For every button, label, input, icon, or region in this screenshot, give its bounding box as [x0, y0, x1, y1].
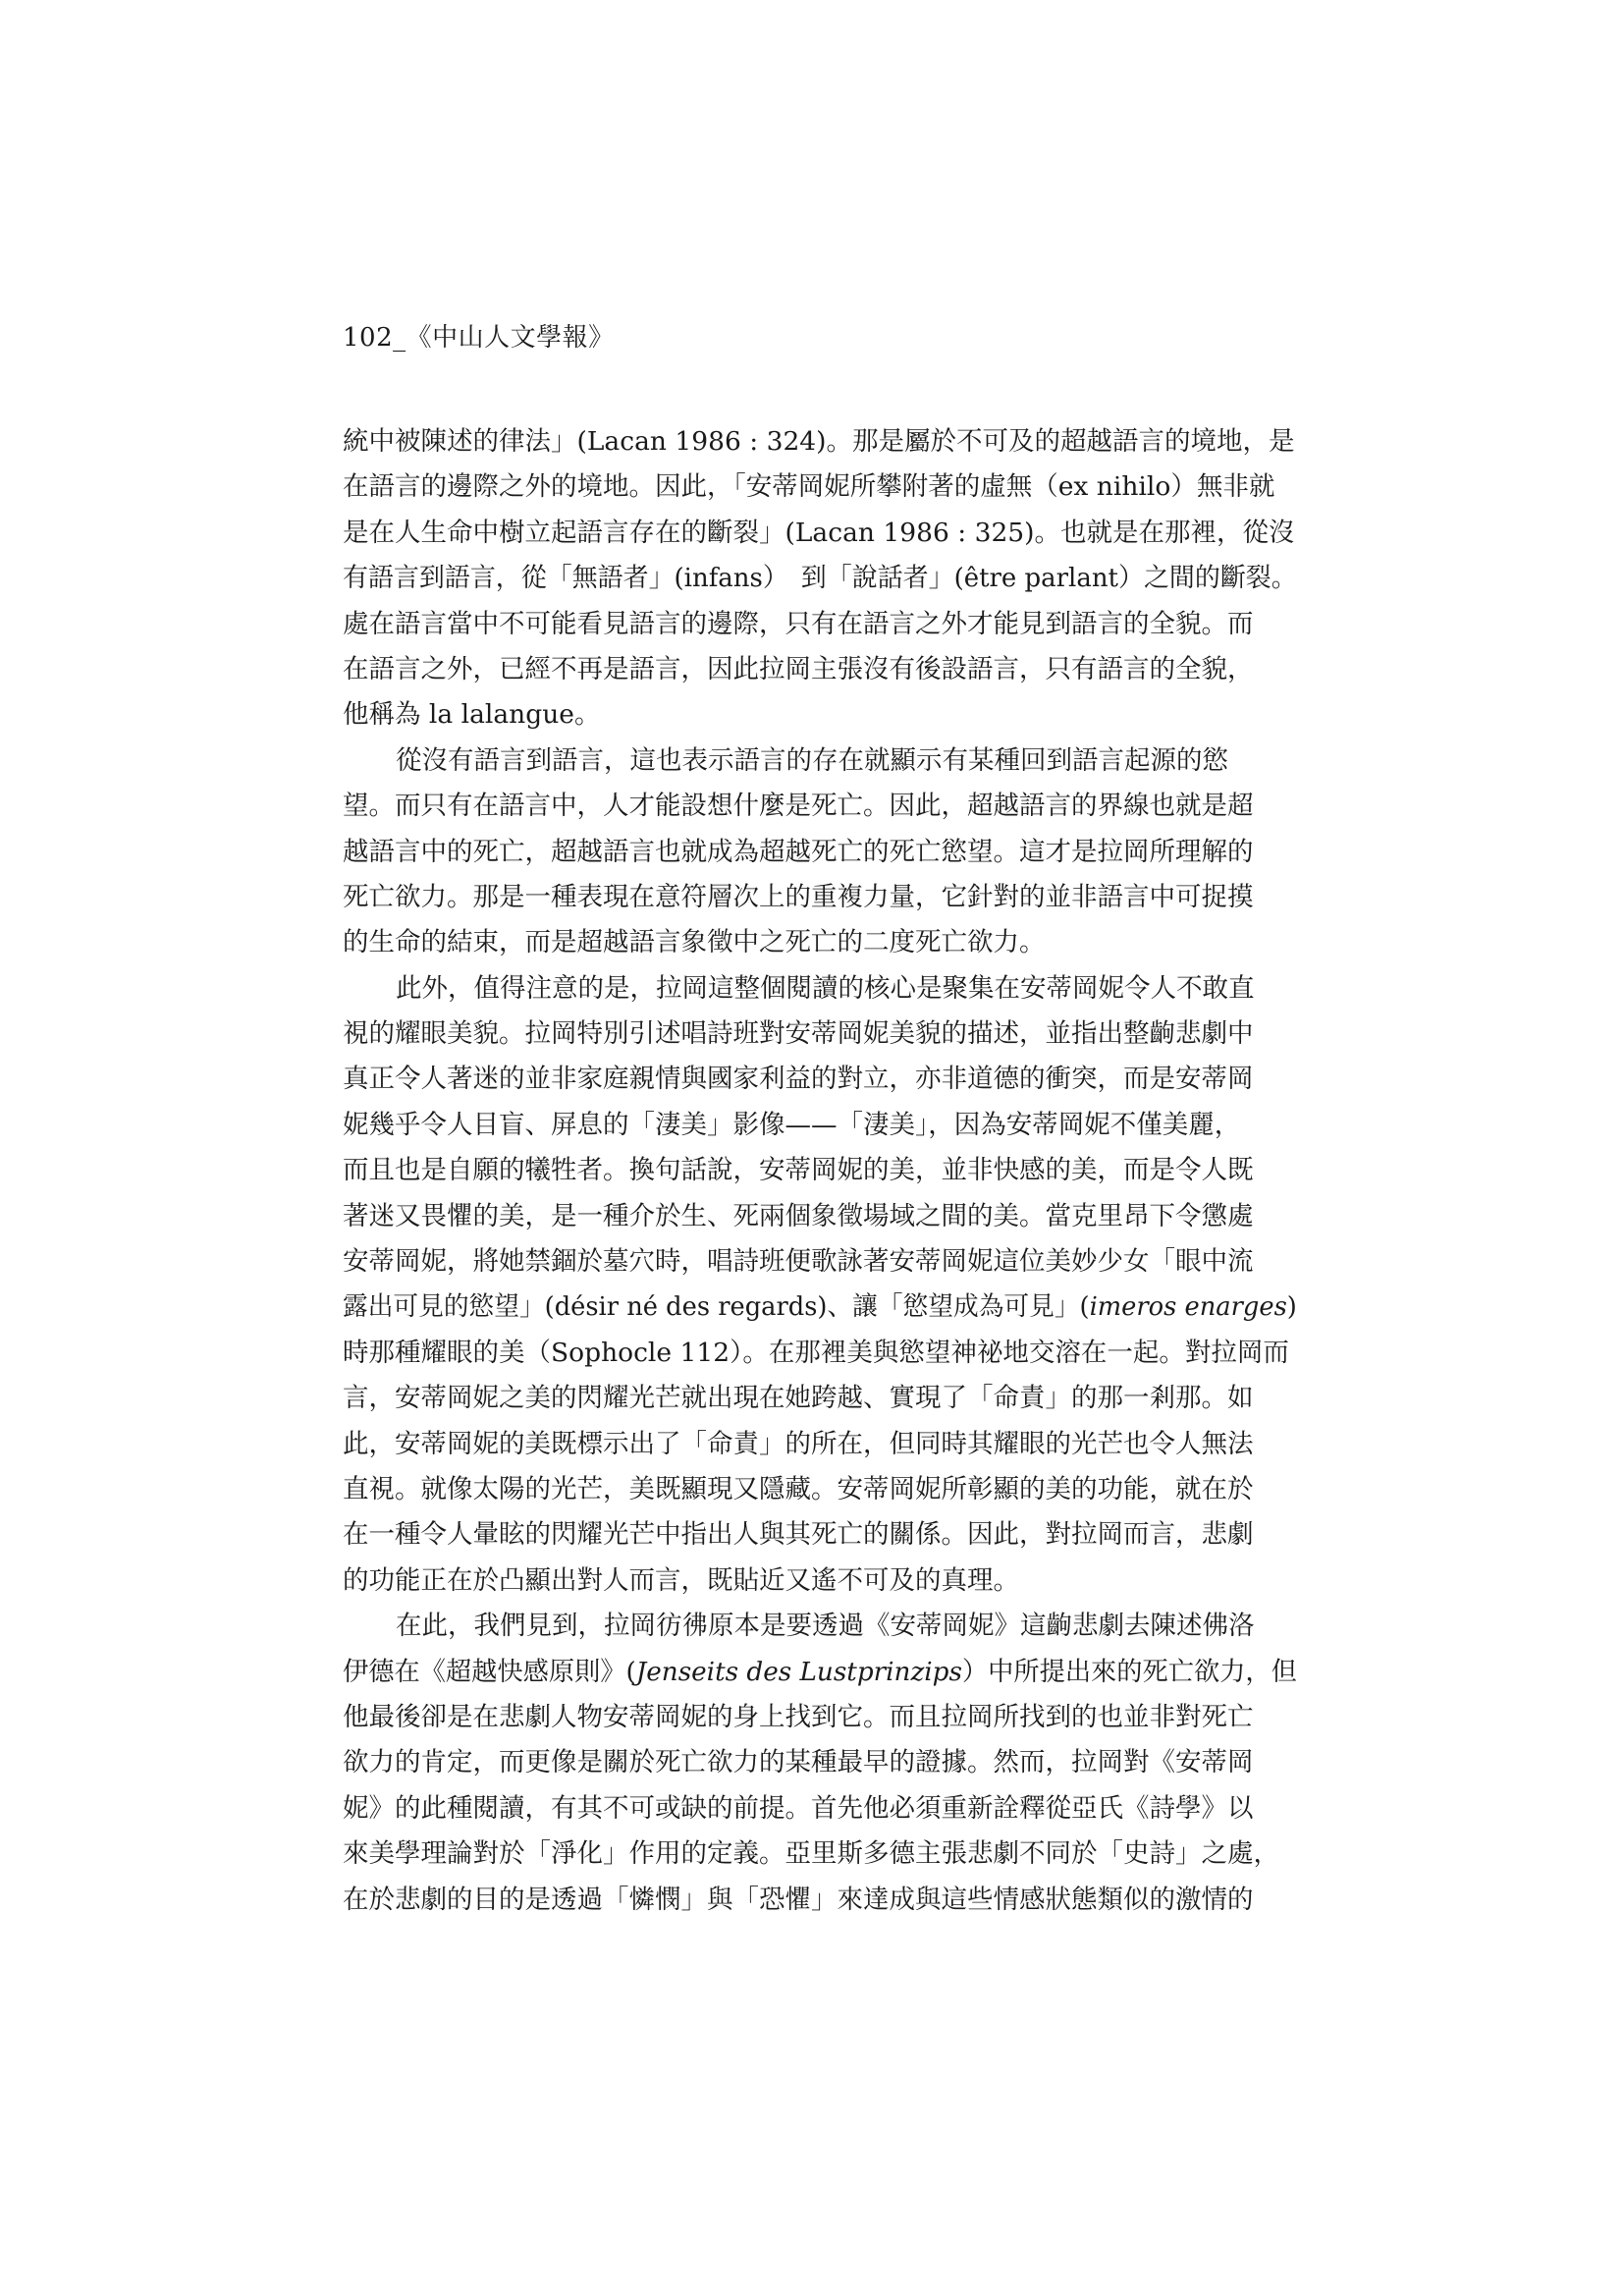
text-line — [343, 1512, 1297, 1558]
text-segment: 安蒂岡妮，將她禁錮於墓穴時，唱詩班便歌詠著安蒂岡妮這位美妙少女「眼中流 — [343, 1246, 1254, 1278]
text-segment: 是在人生命中樹立起語言存在的斷裂」(Lacan 1986 : 325)。也就是在那裡，從沒 — [343, 517, 1295, 548]
text-line — [343, 784, 1297, 829]
text-segment: 的功能正在於凸顯出對人而言，既貼近又遙不可及的真理。 — [343, 1564, 1019, 1596]
text-line — [343, 647, 1297, 692]
text-line — [343, 465, 1297, 510]
text-line — [343, 966, 1297, 1011]
text-segment: 直視。就像太陽的光芒，美既顯現又隱藏。安蒂岡妮所彰顯的美的功能，就在於 — [343, 1473, 1254, 1504]
text-segment: 統中被陳述的律法」(Lacan 1986 : 324)。那是屬於不可及的超越語言的境地，是 — [343, 426, 1295, 457]
text-segment: 有語言到語言，從「無語者」(infans） 到「說話者」(être parlant）之間的斷裂。 — [343, 563, 1297, 594]
body-text — [343, 419, 1297, 1923]
text-segment: 視的耀眼美貌。拉岡特別引述唱詩班對安蒂岡妮美貌的描述，並指出整齣悲劇中 — [343, 1018, 1254, 1050]
text-line — [343, 1604, 1297, 1649]
text-segment: 望。而只有在語言中，人才能設想什麼是死亡。因此，超越語言的界線也就是超 — [343, 791, 1254, 822]
text-line — [343, 1011, 1297, 1057]
text-segment: 而且也是自願的犧牲者。換句話說，安蒂岡妮的美，並非快感的美，而是令人既 — [343, 1155, 1254, 1186]
text-segment: 的生命的結束，而是超越語言象徵中之死亡的二度死亡欲力。 — [343, 927, 1046, 958]
text-line — [343, 602, 1297, 647]
text-line — [343, 1831, 1297, 1877]
text-line — [343, 1422, 1297, 1467]
text-line — [343, 1331, 1297, 1376]
text-segment: 露出可見的慾望」(désir né des regards)、讓「慾望成為可見」( — [343, 1291, 1090, 1323]
text-line — [343, 1376, 1297, 1421]
text-segment: 他最後卻是在悲劇人物安蒂岡妮的身上找到它。而且拉岡所找到的也並非對死亡 — [343, 1701, 1254, 1732]
text-line — [343, 1148, 1297, 1193]
text-line — [343, 1467, 1297, 1512]
text-line — [343, 1740, 1297, 1785]
text-line — [343, 419, 1297, 465]
text-line — [343, 875, 1297, 920]
italic-title: Jenseits des Lustprinzips — [635, 1656, 962, 1687]
text-segment: 死亡欲力。那是一種表現在意符層次上的重複力量，它針對的並非語言中可捉摸 — [343, 881, 1254, 912]
text-line — [343, 738, 1297, 784]
text-segment: 在一種令人暈眩的閃耀光芒中指出人與其死亡的關係。因此，對拉岡而言，悲劇 — [343, 1519, 1254, 1551]
text-segment: 他稱為 la lalangue。 — [343, 699, 601, 731]
text-line — [343, 1650, 1297, 1695]
text-segment: ）中所提出來的死亡欲力，但 — [961, 1656, 1297, 1687]
text-segment: 此，安蒂岡妮的美既標示出了「命責」的所在，但同時其耀眼的光芒也令人無法 — [343, 1428, 1254, 1459]
text-segment: 越語言中的死亡，超越語言也就成為超越死亡的死亡慾望。這才是拉岡所理解的 — [343, 836, 1254, 867]
text-segment: 妮》的此種閱讀，有其不可或缺的前提。首先他必須重新詮釋從亞氏《詩學》以 — [343, 1792, 1254, 1824]
text-segment: 來美學理論對於「淨化」作用的定義。亞里斯多德主張悲劇不同於「史詩」之處， — [343, 1838, 1279, 1870]
page-number: 102 — [343, 323, 394, 353]
text-segment: 在語言的邊際之外的境地。因此，「安蒂岡妮所攀附著的虛無（ex nihilo）無非就 — [343, 471, 1275, 503]
text-line — [343, 1786, 1297, 1831]
text-line — [343, 1194, 1297, 1239]
text-line — [343, 1057, 1297, 1102]
text-segment: 在此，我們見到，拉岡彷彿原本是要透過《安蒂岡妮》這齣悲劇去陳述佛洛 — [396, 1611, 1255, 1642]
text-line — [343, 1695, 1297, 1740]
text-segment: 在語言之外，已經不再是語言，因此拉岡主張沒有後設語言，只有語言的全貌， — [343, 653, 1254, 684]
text-line — [343, 920, 1297, 965]
text-segment: ) — [1286, 1291, 1297, 1323]
text-segment: 欲力的肯定，而更像是關於死亡欲力的某種最早的證據。然而，拉岡對《安蒂岡 — [343, 1747, 1254, 1778]
text-segment: 處在語言當中不可能看見語言的邊際，只有在語言之外才能見到語言的全貌。而 — [343, 608, 1254, 639]
text-line — [343, 556, 1297, 601]
text-line — [343, 692, 1297, 738]
text-line — [343, 1878, 1297, 1923]
journal-title: _《中山人文學報》 — [393, 323, 615, 353]
text-segment: 妮幾乎令人目盲、屏息的「淒美」影像——「淒美」，因為安蒂岡妮不僅美麗， — [343, 1109, 1241, 1140]
text-segment: 此外，值得注意的是，拉岡這整個閱讀的核心是聚集在安蒂岡妮令人不敢直 — [396, 972, 1255, 1004]
text-segment: 伊德在《超越快感原則》( — [343, 1656, 636, 1687]
text-line — [343, 830, 1297, 875]
running-head — [343, 321, 615, 355]
text-segment: 時那種耀眼的美（Sophocle 112）。在那裡美與慾望神祕地交溶在一起。對拉岡而 — [343, 1337, 1289, 1368]
text-segment: 言，安蒂岡妮之美的閃耀光芒就出現在她跨越、實現了「命責」的那一剎那。如 — [343, 1383, 1254, 1414]
text-line — [343, 1285, 1297, 1330]
text-segment: 從沒有語言到語言，這也表示語言的存在就顯示有某種回到語言起源的慾 — [396, 744, 1228, 776]
text-segment: 真正令人著迷的並非家庭親情與國家利益的對立，亦非道德的衝突，而是安蒂岡 — [343, 1064, 1254, 1095]
text-line — [343, 511, 1297, 556]
text-segment: 在於悲劇的目的是透過「憐憫」與「恐懼」來達成與這些情感狀態類似的激情的 — [343, 1884, 1254, 1915]
text-line — [343, 1103, 1297, 1148]
text-segment: 著迷又畏懼的美，是一種介於生、死兩個象徵場域之間的美。當克里昂下令懲處 — [343, 1200, 1254, 1231]
text-line — [343, 1558, 1297, 1604]
italic-title: imeros enarges — [1089, 1291, 1287, 1323]
text-line — [343, 1239, 1297, 1285]
